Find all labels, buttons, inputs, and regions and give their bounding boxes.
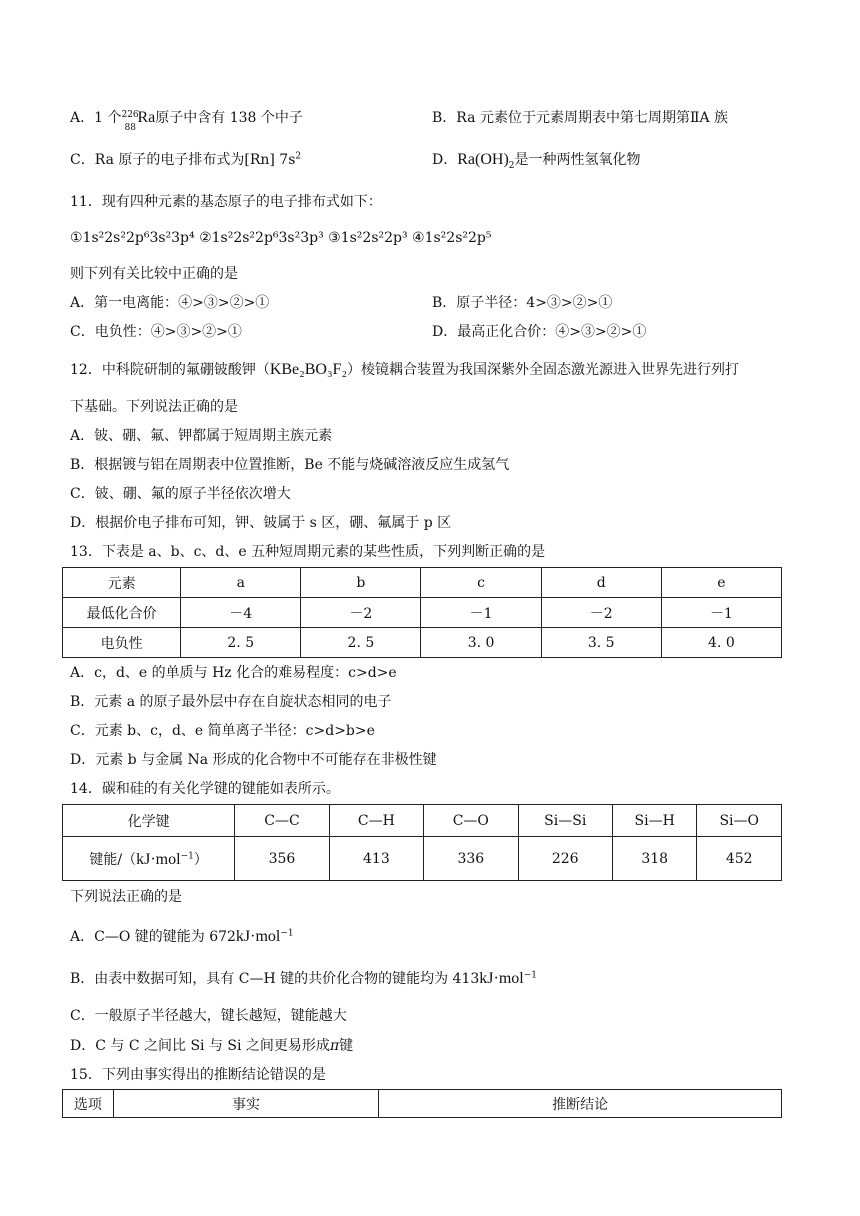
q14-question: 下列说法正确的是 xyxy=(70,889,182,905)
unit: kJ·mol xyxy=(479,970,524,987)
q13-option-b: B．元素 a 的原子最外层中存在自旋状态相同的电子 xyxy=(70,694,392,710)
q14-stem: 14．碳和硅的有关化学键的键能如表所示。 xyxy=(70,781,340,797)
q12-option-b: B．根据镀与铝在周期表中位置推断，Be 不能与烧碱溶液反应生成氢气 xyxy=(70,457,510,473)
q12-stem-pre: 12．中科院研制的氟硼铍酸钾（ xyxy=(70,362,270,378)
table-cell: 电负性 xyxy=(63,628,181,658)
q14-option-a xyxy=(70,927,294,947)
q10-option-a xyxy=(70,108,303,133)
q12-stem xyxy=(70,360,739,380)
table-header-cell: Si—Si xyxy=(518,805,612,837)
subscript: 2 xyxy=(508,160,515,171)
table-header-cell: Si—H xyxy=(612,805,697,837)
table-cell: 4. 0 xyxy=(661,628,781,658)
table-cell: 356 xyxy=(235,837,329,881)
table-header-cell: 化学键 xyxy=(63,805,235,837)
formula: Ra(OH) xyxy=(457,151,509,168)
q12-stem-line2: 下基础。下列说法正确的是 xyxy=(70,399,238,415)
table-cell: －2 xyxy=(301,598,421,628)
table-header-cell: C—C xyxy=(235,805,329,837)
table-cell: 226 xyxy=(518,837,612,881)
q11-question: 则下列有关比较中正确的是 xyxy=(70,266,238,282)
table-cell: －2 xyxy=(541,598,661,628)
q10-option-c xyxy=(70,150,301,170)
q11-configs: ①1s²2s²2p⁶3s²3p⁴ ②1s²2s²2p⁶3s²3p³ ③1s²2s²2p³ ④1s²2s²2p⁵ xyxy=(70,230,492,246)
q12-stem-post: ）棱镜耦合装置为我国深紫外全固态激光源进入世界先进行列打 xyxy=(347,362,740,378)
table-cell: 最低化合价 xyxy=(63,598,181,628)
q10-option-d xyxy=(432,150,641,170)
q10-option-d-suffix: 是一种两性氢氧化物 xyxy=(514,152,641,168)
table-header-cell: C—O xyxy=(424,805,518,837)
row-label-cell xyxy=(63,837,235,881)
unit: kJ·mol xyxy=(235,928,281,945)
table-header-cell: d xyxy=(541,568,661,598)
table-header-cell: 推断结论 xyxy=(379,1090,782,1118)
q15-table xyxy=(62,1089,782,1118)
q15-stem: 15．下列由事实得出的推断结论错误的是 xyxy=(70,1067,326,1083)
q14-option-b-text: B．由表中数据可知，具有 C—H 键的共价化合物的键能均为 413 xyxy=(70,971,480,987)
q11-option-c: C．电负性：④>③>②>① xyxy=(70,324,242,340)
element-symbol: Ra xyxy=(137,109,156,126)
table-cell: 2. 5 xyxy=(181,628,301,658)
q14-option-a-text: A．C—O 键的键能为 672 xyxy=(70,929,236,945)
table-cell: 413 xyxy=(329,837,423,881)
table-cell: 3. 0 xyxy=(421,628,541,658)
q14-bond-energy-table xyxy=(62,804,782,881)
q14-option-d xyxy=(70,1036,353,1056)
table-cell: －4 xyxy=(181,598,301,628)
q14-option-c: C．一般原子半径越大，键长越短，键能越大 xyxy=(70,1008,347,1024)
q14-option-b xyxy=(70,969,537,989)
row-label-pre: 键能/（ xyxy=(89,851,137,868)
unit-exponent: −1 xyxy=(280,928,294,939)
table-header-cell: e xyxy=(661,568,781,598)
q10-option-d-prefix: D． xyxy=(432,152,458,168)
q12-formula: KBe₂BO₃F₂ xyxy=(269,361,348,378)
unit-exponent: −1 xyxy=(523,970,538,981)
mass-number: 226 xyxy=(121,110,139,120)
q14-option-d-post: 键 xyxy=(339,1038,354,1054)
superscript: 2 xyxy=(295,151,302,162)
q13-property-table xyxy=(62,567,782,658)
table-cell: 2. 5 xyxy=(301,628,421,658)
q11-option-d: D．最高正化合价：④>③>②>① xyxy=(432,324,647,340)
q11-option-a: A．第一电离能：④>③>②>① xyxy=(70,295,270,311)
pi-symbol: π xyxy=(329,1038,340,1054)
unit: kJ·mol xyxy=(136,850,181,868)
q13-stem: 13．下表是 a、b、c、d、e 五种短周期元素的某些性质，下列判断正确的是 xyxy=(70,544,546,560)
table-cell: 452 xyxy=(697,837,782,881)
table-header-cell: b xyxy=(301,568,421,598)
table-header-cell: a xyxy=(181,568,301,598)
table-cell: 336 xyxy=(424,837,518,881)
q11-option-b: B．原子半径：4>③>②>① xyxy=(432,295,613,311)
q12-option-a: A．铍、硼、氟、钾都属于短周期主族元素 xyxy=(70,428,333,444)
atomic-number: 88 xyxy=(124,123,136,133)
q13-option-d: D．元素 b 与金属 Na 形成的化合物中不可能存在非极性键 xyxy=(70,752,437,768)
table-header-cell: 选项 xyxy=(63,1090,114,1118)
q12-option-d: D．根据价电子排布可知，钾、铍属于 s 区，硼、氟属于 p 区 xyxy=(70,515,452,531)
q13-option-c: C．元素 b、c，d、e 简单离子半径：c>d>b>e xyxy=(70,723,375,739)
q13-option-a: A．c，d、e 的单质与 Hz 化合的难易程度：c>d>e xyxy=(70,665,397,681)
unit-exponent: −1 xyxy=(180,850,194,861)
table-cell: 3. 5 xyxy=(541,628,661,658)
table-header-cell: 事实 xyxy=(113,1090,379,1118)
table-cell: －1 xyxy=(421,598,541,628)
q10-option-c-text: C．Ra 原子的电子排布式为[Rn] 7s xyxy=(70,152,296,168)
q12-option-c: C．铍、硼、氟的原子半径依次增大 xyxy=(70,486,291,502)
table-cell: －1 xyxy=(661,598,781,628)
q14-option-d-text: D．C 与 C 之间比 Si 与 Si 之间更易形成 xyxy=(70,1038,330,1054)
q11-stem: 11．现有四种元素的基态原子的电子排布式如下： xyxy=(70,194,382,210)
q10-option-a-suffix: 原子中含有 138 个中子 xyxy=(155,110,303,126)
table-header-cell: C—H xyxy=(329,805,423,837)
table-header-cell: 元素 xyxy=(63,568,181,598)
q10-option-a-prefix: A．1 个 xyxy=(70,110,122,126)
row-label-post: ） xyxy=(193,851,208,868)
isotope-notation xyxy=(121,108,139,133)
table-header-cell: c xyxy=(421,568,541,598)
table-header-cell: Si—O xyxy=(697,805,782,837)
table-cell: 318 xyxy=(612,837,697,881)
q10-option-b: B．Ra 元素位于元素周期表中第七周期第ⅡA 族 xyxy=(432,110,729,126)
